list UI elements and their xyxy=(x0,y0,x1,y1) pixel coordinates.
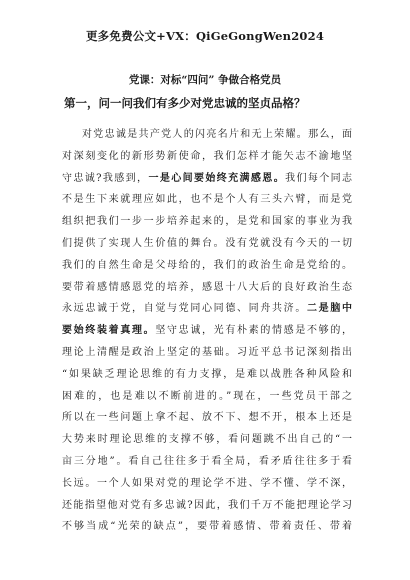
body-line: 困难的，也是难以不断前进的。”现在，一些党员干部之 xyxy=(62,390,352,402)
header-banner: 更多免费公文+VX：QiGeGongWen2024 xyxy=(85,29,325,43)
body-line: 守忠诚?我感到，一是心间要始终充满感恩。我们每个同志 xyxy=(62,172,352,184)
body-line: “如果缺乏理论思维的有力支撑，是难以战胜各种风险和 xyxy=(62,368,352,380)
body-line: 对深刻变化的新形势新使命，我们怎样才能矢志不渝地坚 xyxy=(62,150,352,162)
body-line: 要带着感情感恩党的培养，感恩十八大后的良好政治生态 xyxy=(62,281,352,293)
body-text xyxy=(62,124,352,538)
body-line: 我们的自然生命是父母给的，我们的政治生命是党给的。 xyxy=(62,259,352,271)
body-line: 不是生下来就理应如此，也不是个人有三头六臂，而是党 xyxy=(62,194,352,206)
body-line: 永远忠诚于党，自觉与党同心同德、同舟共济。二是脑中 xyxy=(62,303,352,315)
body-line: 亩三分地”。看自己往往多于看全局，看矛盾往往多于看 xyxy=(62,455,352,467)
body-line: 还能指望他对党有多忠诚?因此，我们千万不能把理论学习 xyxy=(62,499,352,511)
body-line: 理论上清醒是政治上坚定的基础。习近平总书记深刻指出 xyxy=(62,346,352,358)
body-line: 大势来时理论思维的支撑不够，看问题跳不出自己的“一 xyxy=(62,434,352,446)
body-line: 不够当成“光荣的缺点”，要带着感情、带着责任、带着 xyxy=(62,521,352,533)
body-line: 组织把我们一步一步培养起来的，是党和国家的事业为我 xyxy=(62,216,352,228)
body-line: 长远。一个人如果对党的理论学不进、学不懂、学不深， xyxy=(62,477,352,489)
document-title: 党课：对标“四问” 争做合格党员 xyxy=(128,74,282,86)
body-line: 所以在一些问题上拿不起、放不下、想不开，根本上还是 xyxy=(62,412,352,424)
section-heading: 第一，问一问我们有多少对党忠诚的坚贞品格？ xyxy=(64,96,306,110)
body-line: 们提供了实现人生价值的舞台。没有党就没有今天的一切 xyxy=(62,237,352,249)
body-line: 要始终装着真理。坚守忠诚，光有朴素的情感是不够的， xyxy=(62,325,352,337)
body-line: 对党忠诚是共产党人的闪亮名片和无上荣耀。那么，面 xyxy=(82,129,352,140)
